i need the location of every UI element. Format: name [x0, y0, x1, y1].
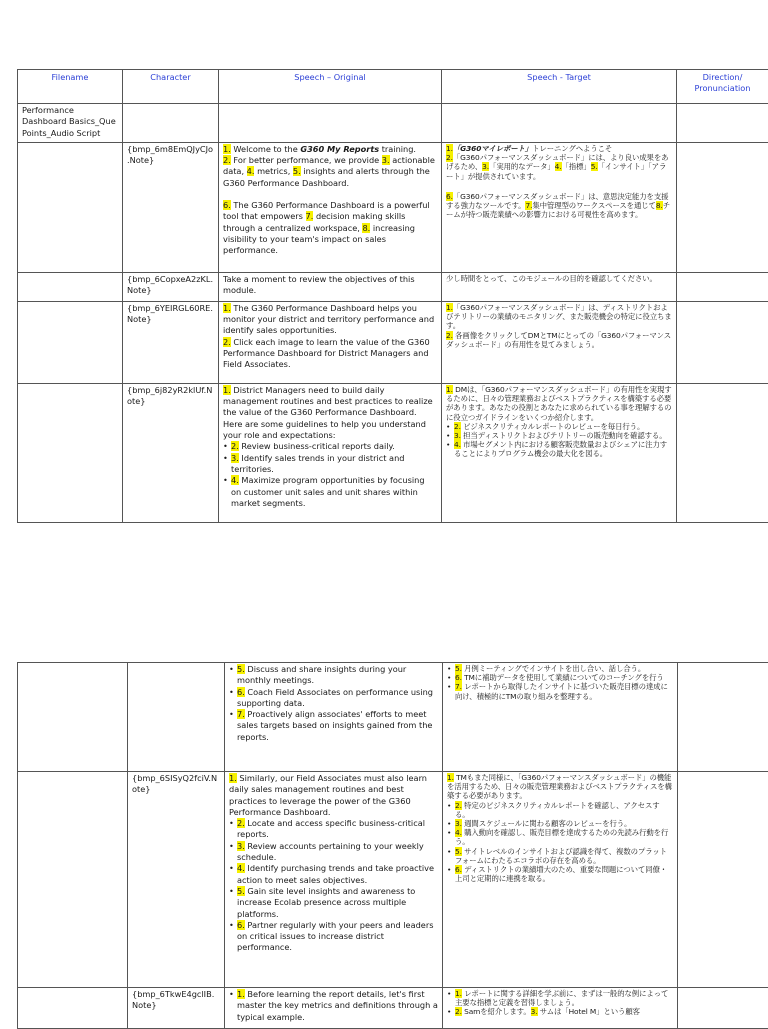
speech-text: The G360 Performance Dashboard helps you monitor your district and territory performance and identify sales opportunities.	[223, 303, 434, 336]
list-item	[229, 886, 438, 920]
speech-text: TMに補助データを使用して業績についてのコーチングを行う	[462, 673, 664, 682]
list-item	[447, 664, 673, 673]
list-item	[229, 863, 438, 886]
cue-number: 2.	[446, 153, 453, 162]
filename-cell	[18, 772, 128, 988]
cue-number: 5.	[237, 886, 245, 896]
table-row	[18, 663, 768, 772]
cue-number: 8.	[362, 223, 370, 233]
cue-number: 6.	[455, 673, 462, 682]
guideline-list	[223, 441, 437, 509]
direction-cell	[677, 383, 768, 522]
cue-number: 5.	[591, 162, 598, 171]
table-row	[18, 383, 768, 522]
speech-text: Identify sales trends in your district and territories.	[231, 453, 404, 474]
header-speech-target: Speech - Target	[442, 70, 677, 104]
speech-text: チームが持つ販売業績への影響力における可視性を高めます。	[446, 201, 670, 219]
target-cell	[442, 383, 677, 522]
speech-text: ビジネスクリティカルレポートのレビューを毎日行う。	[461, 422, 644, 431]
guideline-list	[447, 989, 673, 1017]
list-item	[229, 989, 438, 1023]
speech-text: サイトレベルのインサイトおよび認識を得て、複数のプラットフォームにわたるエコラボの存在を高める。	[455, 847, 667, 865]
list-item	[447, 673, 673, 682]
cue-number: 3.	[454, 431, 461, 440]
speech-text: サムは「Hotel M」という顧客	[538, 1007, 640, 1016]
speech-text: insights and alerts through the G360 Performance Dashboard.	[223, 166, 430, 187]
guideline-list	[229, 818, 438, 954]
cue-number: 4.	[555, 162, 562, 171]
guideline-list	[446, 422, 672, 459]
guideline-list	[447, 801, 673, 884]
filename-cell	[18, 301, 123, 383]
list-item	[223, 441, 437, 452]
list-item	[447, 989, 673, 1007]
speech-text: DMは、「G360パフォーマンスダッシュボード」の有用性を実現するために、日々の管理業務およびベストプラクティスを構築する必要があります。あなたの役割とあなたに求められている事を理解するのに役立つガイドラインをいくつか紹介します。	[446, 385, 672, 422]
speech-text: metrics,	[254, 166, 292, 176]
header-character: Character	[123, 70, 219, 104]
character-cell: {bmp_6YEIRGL60RE.Note}	[123, 301, 219, 383]
cue-number: 1.	[223, 303, 231, 313]
filename-cell	[18, 142, 123, 272]
speech-text: 各画像をクリックしてDMとTMにとっての「G360パフォーマンスダッシュボード」の有用性を見てみましょう。	[446, 331, 671, 349]
original-cell	[219, 383, 442, 522]
target-cell	[443, 772, 678, 988]
speech-text: 月例ミーティングでインサイトを出し合い、話し合う。	[462, 664, 645, 673]
cue-number: 2.	[223, 337, 231, 347]
character-cell: {bmp_6CopxeA2zKL.Note}	[123, 272, 219, 301]
cue-number: 2.	[454, 422, 461, 431]
cue-number: 7.	[525, 201, 532, 210]
speech-text: The G360 Performance Dashboard is a powerful tool that empowers	[223, 200, 430, 221]
cue-number: 5.	[455, 847, 462, 856]
speech-text: Similarly, our Field Associates must also learn daily sales management routines and best practices to leverage the power of the G360 Performance Dashboard.	[229, 773, 427, 817]
cue-number: 4.	[237, 863, 245, 873]
cue-number: 3.	[382, 155, 390, 165]
target-cell	[442, 301, 677, 383]
speech-text: increasing visibility to your team's impact on sales performance.	[223, 223, 415, 256]
speech-text: 特定のビジネスクリティカルレポートを確認し、アクセスする。	[455, 801, 660, 819]
speech-text: レポートに関する詳細を学ぶ前に、まずは一般的な例によって主要な指標と定義を習得しましょう。	[455, 989, 668, 1007]
cue-number: 4.	[231, 475, 239, 485]
list-item	[229, 841, 438, 864]
filename-cell	[18, 663, 128, 772]
speech-text: Proactively align associates' efforts to meet sales targets based on insights gained from the reports.	[237, 709, 432, 742]
character-cell: {bmp_6m8EmQJyCJo.Note}	[123, 142, 219, 272]
cue-number: 2.	[446, 331, 453, 340]
character-cell	[123, 104, 219, 143]
original-cell	[219, 301, 442, 383]
speech-text: Click each image to learn the value of the G360 Performance Dashboard for District Managers and Field Associates.	[223, 337, 430, 370]
speech-text: Identify purchasing trends and take proactive action to meet sales objectives.	[237, 863, 434, 884]
table-row	[18, 772, 768, 988]
list-item	[223, 453, 437, 476]
speech-text: 「指標」	[562, 162, 591, 171]
cue-number: 8.	[656, 201, 663, 210]
cue-number: 1.	[223, 144, 231, 154]
list-item	[447, 801, 673, 819]
speech-text: 週間スケジュールに関わる顧客のレビューを行う。	[462, 819, 632, 828]
cue-number: 2.	[223, 155, 231, 165]
list-item	[229, 818, 438, 841]
speech-text: For better performance, we provide	[231, 155, 382, 165]
speech-text: 市場セグメント内における顧客販売数量およびシェアに注力することによりプログラム機会の最大化を図る。	[454, 440, 667, 458]
cue-number: 7.	[455, 682, 462, 691]
list-item	[229, 920, 438, 954]
cue-number: 1.	[446, 385, 453, 394]
target-cell	[443, 663, 678, 772]
cue-number: 1.	[237, 989, 245, 999]
character-cell: {bmp_6SISyQ2fciV.Note}	[128, 772, 225, 988]
original-cell	[225, 772, 443, 988]
list-item	[447, 682, 673, 700]
filename-cell	[18, 272, 123, 301]
speech-text: 「G360パフォーマンスダッシュボード」には、より良い成果をあげるため、	[446, 153, 668, 171]
direction-cell	[677, 104, 768, 143]
cue-number: 7.	[237, 709, 245, 719]
speech-text: Locate and access specific business-critical reports.	[237, 818, 425, 839]
list-item	[447, 847, 673, 865]
list-item	[447, 865, 673, 883]
cue-number: 1.	[455, 989, 462, 998]
speech-text: トレーニングへようこそ	[532, 144, 612, 153]
cue-number: 2.	[237, 818, 245, 828]
header-speech-original: Speech – Original	[219, 70, 442, 104]
target-cell: 少し時間をとって、このモジュールの目的を確認してください。	[442, 272, 677, 301]
speech-text: Review business-critical reports daily.	[239, 441, 395, 451]
cue-number: 6.	[237, 687, 245, 697]
list-item	[223, 475, 437, 509]
speech-text: Gain site level insights and awareness to increase Ecolab presence across multiple platforms.	[237, 886, 415, 919]
filename-cell	[18, 383, 123, 522]
direction-cell	[678, 772, 768, 988]
character-cell	[128, 663, 225, 772]
guideline-list	[447, 664, 673, 701]
cue-number: 6.	[455, 865, 462, 874]
direction-cell	[677, 142, 768, 272]
guideline-list	[229, 989, 438, 1023]
direction-cell	[677, 272, 768, 301]
cue-number: 2.	[455, 801, 462, 810]
header-row	[18, 70, 768, 104]
cue-number: 2.	[231, 441, 239, 451]
script-table-page-2	[17, 662, 768, 1029]
list-item	[447, 1007, 673, 1016]
speech-text: 「インサイト」「アラート」が提供されています。	[446, 162, 666, 180]
cue-number: 4.	[247, 166, 255, 176]
speech-text: 購入動向を確認し、販売目標を達成するための先読み行動を行う。	[455, 828, 668, 846]
speech-text: Welcome to the	[231, 144, 301, 154]
target-cell	[442, 142, 677, 272]
cue-number: 3.	[531, 1007, 538, 1016]
list-item	[446, 431, 672, 440]
cue-number: 1.	[229, 773, 237, 783]
direction-cell	[677, 301, 768, 383]
filename-cell: Performance Dashboard Basics_Que Points_Audio Script	[18, 104, 123, 143]
direction-cell	[678, 988, 768, 1029]
original-cell	[225, 988, 443, 1029]
original-cell	[225, 663, 443, 772]
target-cell	[443, 988, 678, 1029]
header-filename: Filename	[18, 70, 123, 104]
speech-text: Coach Field Associates on performance using supporting data.	[237, 687, 433, 708]
original-cell: Take a moment to review the objectives of this module.	[219, 272, 442, 301]
original-cell	[219, 142, 442, 272]
cue-number: 5.	[237, 664, 245, 674]
table-row	[18, 104, 768, 143]
cue-number: 7.	[306, 211, 314, 221]
cue-number: 1.	[447, 773, 454, 782]
table-row	[18, 988, 768, 1029]
list-item	[229, 709, 438, 743]
speech-text: 集中管理型のワークスペースを通じて	[532, 201, 656, 210]
cue-number: 1.	[446, 144, 453, 153]
list-item	[446, 422, 672, 431]
speech-text-emphasis: 「G360マイレポート」	[453, 144, 532, 153]
speech-text: 「G360パフォーマンスダッシュボード」は、ディストリクトおよびテリトリーの業績のモニタリング、また販売機会の特定に役立ちます。	[446, 303, 672, 330]
speech-text: decision making skills through a centralized workspace,	[223, 211, 405, 232]
speech-text: TMもまた同様に、「G360パフォーマンスダッシュボード」の機能を活用するため、日々の販売管理業務およびベストプラクティスを構築する必要があります。	[447, 773, 672, 800]
speech-text-emphasis: G360 My Reports	[300, 144, 379, 154]
list-item	[229, 687, 438, 710]
character-cell: {bmp_6j82yR2klUf.Note}	[123, 383, 219, 522]
character-cell: {bmp_6TkwE4gclIB.Note}	[128, 988, 225, 1029]
table-row	[18, 142, 768, 272]
cue-number: 3.	[231, 453, 239, 463]
speech-text: Review accounts pertaining to your weekly schedule.	[237, 841, 424, 862]
list-item	[446, 440, 672, 458]
original-cell	[219, 104, 442, 143]
speech-text: Maximize program opportunities by focusing on customer unit sales and unit shares within market segments.	[231, 475, 425, 508]
speech-text: Samを紹介します。	[462, 1007, 531, 1016]
direction-cell	[678, 663, 768, 772]
speech-text: レポートから取得したインサイトに基づいた販売目標の達成に向け、積極的にTMの取り組みを整理する。	[455, 682, 668, 700]
cue-number: 4.	[454, 440, 461, 449]
cue-number: 5.	[455, 664, 462, 673]
speech-text: Discuss and share insights during your monthly meetings.	[237, 664, 406, 685]
speech-text: 担当ディストリクトおよびテリトリーの販売動向を確認する。	[461, 431, 667, 440]
target-cell	[442, 104, 677, 143]
guideline-list	[229, 664, 438, 743]
header-direction: Direction/ Pronunciation	[677, 70, 768, 104]
table-row	[18, 272, 768, 301]
table-row	[18, 301, 768, 383]
list-item	[229, 664, 438, 687]
filename-cell	[18, 988, 128, 1029]
cue-number: 3.	[455, 819, 462, 828]
cue-number: 6.	[446, 192, 453, 201]
list-item	[447, 828, 673, 846]
cue-number: 1.	[446, 303, 453, 312]
cue-number: 5.	[293, 166, 301, 176]
cue-number: 4.	[455, 828, 462, 837]
cue-number: 3.	[482, 162, 489, 171]
cue-number: 2.	[455, 1007, 462, 1016]
speech-text: Before learning the report details, let's first master the key metrics and definitions through a typical example.	[237, 989, 438, 1022]
speech-text: 「G360パフォーマンスダッシュボード」は、意思決定能力を支援する強力なツールです。	[446, 192, 668, 210]
cue-number: 6.	[223, 200, 231, 210]
speech-text: 「実用的なデータ」	[489, 162, 555, 171]
cue-number: 6.	[237, 920, 245, 930]
list-item	[447, 819, 673, 828]
cue-number: 3.	[237, 841, 245, 851]
speech-text: training.	[379, 144, 416, 154]
script-table-page-1	[17, 69, 768, 523]
speech-text: Partner regularly with your peers and leaders on critical issues to increase district performance.	[237, 920, 433, 953]
speech-text: District Managers need to build daily management routines and best practices to realize the value of the G360 Performance Dashboard. Here are some guidelines to help you understand your role and expectations:	[223, 385, 433, 440]
cue-number: 1.	[223, 385, 231, 395]
speech-text: ディストリクトの業績増大のため、重要な問題について同僚・上司と定期的に連携を取る。	[455, 865, 667, 883]
speech-text: actionable data,	[223, 155, 435, 176]
